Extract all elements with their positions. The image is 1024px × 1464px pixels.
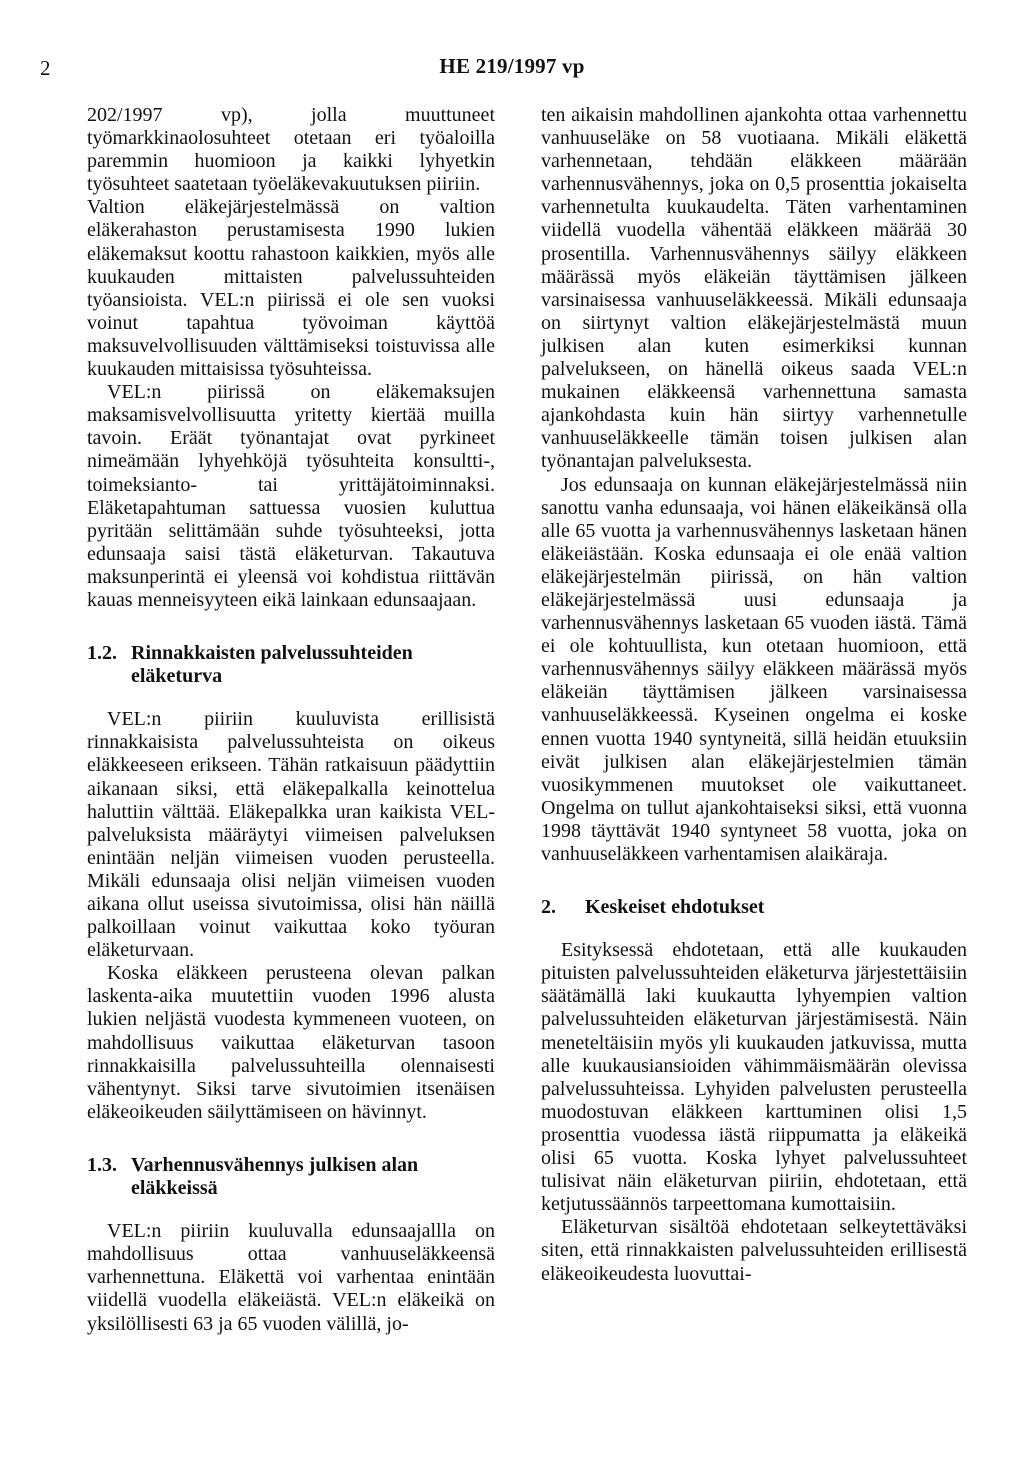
left-paragraph-5: Koska eläkkeen perusteena olevan palkan laskenta-aika muutettiin vuoden 1996 alusta lukien neljästä vuodesta kymmeneen vuoteen, on mahdollisuus vaikuttaa eläketurvan tasoon rinnakkaisilla palvelussuhteilla olennaisesti vähentynyt. Siksi tarve sivutoimien itsenäisen eläkeoikeuden säilyttämiseen on hävinnyt.	[87, 962, 495, 1123]
right-paragraph-4: Eläketurvan sisältöä ehdotetaan selkeytettäväksi siten, että rinnakkaisten palvelussuhteiden erillisestä eläkeoikeudesta luovuttai-	[541, 1216, 967, 1285]
running-title: HE 219/1997 vp	[439, 54, 585, 78]
section-title: Varhennusvähennys julkisen alan eläkkeissä	[131, 1153, 419, 1200]
right-paragraph-1: ten aikaisin mahdollinen ajankohta ottaa varhennettu vanhuuseläke on 58 vuotiaana. Mikäli eläkettä varhennetaan, tehdään eläkkeen määrään varhennusvähennys, joka on 0,5 prosenttia jokaiselta varhennetulta kuukaudelta. Täten varhentaminen viidellä vuodella vähentää eläkkeen määrää 30 prosentilla. Varhennusvähennys säilyy eläkkeen määrässä myös eläkeiän täyttämisen jälkeen varsinaisessa vanhuuseläkkeessä. Mikäli edunsaaja on siirtynyt valtion eläkejärjestelmästä muun julkisen alan kuten esimerkiksi kunnan palvelukseen, on hänellä oikeus saada VEL:n mukainen eläkkeensä varhennettuna samasta ajankohdasta kuin hän siirtyy varhennetulle vanhuuseläkkeelle tämän toisen julkisen alan työnantajan palveluksesta.	[541, 104, 967, 473]
right-paragraph-2: Jos edunsaaja on kunnan eläkejärjestelmässä niin sanottu vanha edunsaaja, voi hänen eläkeikänsä olla alle 65 vuotta ja varhennusvähennys lasketaan hänen eläkeiästään. Koska edunsaaja ei ole enää valtion eläkejärjestelmän piirissä, on hän valtion eläkejärjestelmässä uusi edunsaaja ja varhennusvähennys lasketaan 65 vuoden iästä. Tämä ei ole kohtuullista, kun otetaan huomioon, että varhennusvähennys säilyy eläkkeen määrässä myös eläkeiän täyttämisen jälkeen varsinaisessa vanhuuseläkkeessä. Kyseinen ongelma ei koske ennen vuotta 1940 syntyneitä, sillä heidän etuuksiin eivät julkisen alan eläkejärjestelmien tämän vuosikymmenen muutokset ole vaikuttaneet. Ongelma on tullut ajankohtaiseksi siksi, että vuonna 1998 täyttävät 1940 syntyneet 58 vuotta, joka on vanhuuseläkkeen varhentamisen alaikäraja.	[541, 473, 967, 865]
section-number: 1.3.	[87, 1153, 117, 1176]
section-number: 1.2.	[87, 642, 117, 665]
left-column	[87, 104, 495, 1336]
section-heading-1-3	[87, 1154, 495, 1200]
section-heading-2	[541, 896, 967, 919]
right-paragraph-3: Esityksessä ehdotetaan, että alle kuukauden pituisten palvelussuhteiden eläketurva järjestettäisiin säätämällä laki kuukautta lyhyempien valtion palvelussuhteiden eläketurvan järjestämisestä. Näin meneteltäisiin myös yli kuukauden jatkuvissa, mutta alle kuukausiansioiden vähimmäismäärän olevissa palvelussuhteissa. Lyhyiden palvelusten perusteella muodostuvan eläkkeen karttuminen olisi 1,5 prosenttia vuodessa iästä riippumatta ja eläkeikä olisi 65 vuotta. Koska lyhyet palvelussuhteet tulisivat näin eläketurvan piiriin, ehdotetaan, että ketjutussäännös tarpeettomana kumottaisiin.	[541, 939, 967, 1216]
section-title: Rinnakkaisten palvelussuhteiden eläketurva	[131, 642, 413, 688]
left-paragraph-1: 202/1997 vp), jolla muuttuneet työmarkkinaolosuhteet otetaan eri työaloilla paremmin huomioon ja kaikki lyhyetkin työsuhteet saatetaan työeläkevakuutuksen piiriin.	[87, 104, 495, 196]
section-title: Keskeiset ehdotukset	[585, 896, 765, 919]
left-paragraph-2: Valtion eläkejärjestelmässä on valtion eläkerahaston perustamisesta 1990 lukien eläkemaksut koottu rahastoon kaikkien, myös alle kuukauden mittaisten palvelussuhteiden työansioista. VEL:n piirissä ei ole sen vuoksi voinut tapahtua työvoiman käyttöä maksuvelvollisuuden välttämiseksi toistuvissa alle kuukauden mittaisissa työsuhteissa.	[87, 196, 495, 381]
left-paragraph-6: VEL:n piiriin kuuluvalla edunsaajallla on mahdollisuus ottaa vanhuuseläkkeensä varhennettuna. Eläkettä voi varhentaa enintään viidellä vuodella eläkeiästä. VEL:n eläkeikä on yksilöllisesti 63 ja 65 vuoden välillä, jo-	[87, 1220, 495, 1335]
left-paragraph-4: VEL:n piiriin kuuluvista erillisistä rinnakkaisista palvelussuhteista on oikeus eläkkeeseen erikseen. Tähän ratkaisuun päädyttiin aikanaan siksi, että eläkepalkalla keinottelua haluttiin välttää. Eläkepalkka uran kaikista VEL-palveluksista määräytyi viimeisen palveluksen enintään neljän viimeisen vuoden perusteella. Mikäli edunsaaja olisi neljän viimeisen vuoden aikana ollut useissa sivutoimissa, olisi hän näillä palkoillaan voinut vaikuttaa koko työuran eläketurvaan.	[87, 708, 495, 962]
left-paragraph-3: VEL:n piirissä on eläkemaksujen maksamisvelvollisuutta yritetty kiertää muilla tavoin. Eräät työnantajat ovat pyrkineet nimeämään lyhyehköjä työsuhteita konsultti-, toimeksianto- tai yrittäjätoiminnaksi. Eläketapahtuman sattuessa vuosien kuluttua pyritään selittämään suhde työsuhteeksi, jotta edunsaaja saisi tästä eläketurvan. Takautuva maksunperintä ei yleensä voi kohdistua riittävän kauas menneisyyteen eikä lainkaan edunsaajaan.	[87, 381, 495, 611]
right-column	[541, 104, 967, 1286]
section-number: 2.	[541, 896, 556, 919]
section-heading-1-2	[87, 642, 495, 688]
page-number: 2	[40, 56, 51, 80]
